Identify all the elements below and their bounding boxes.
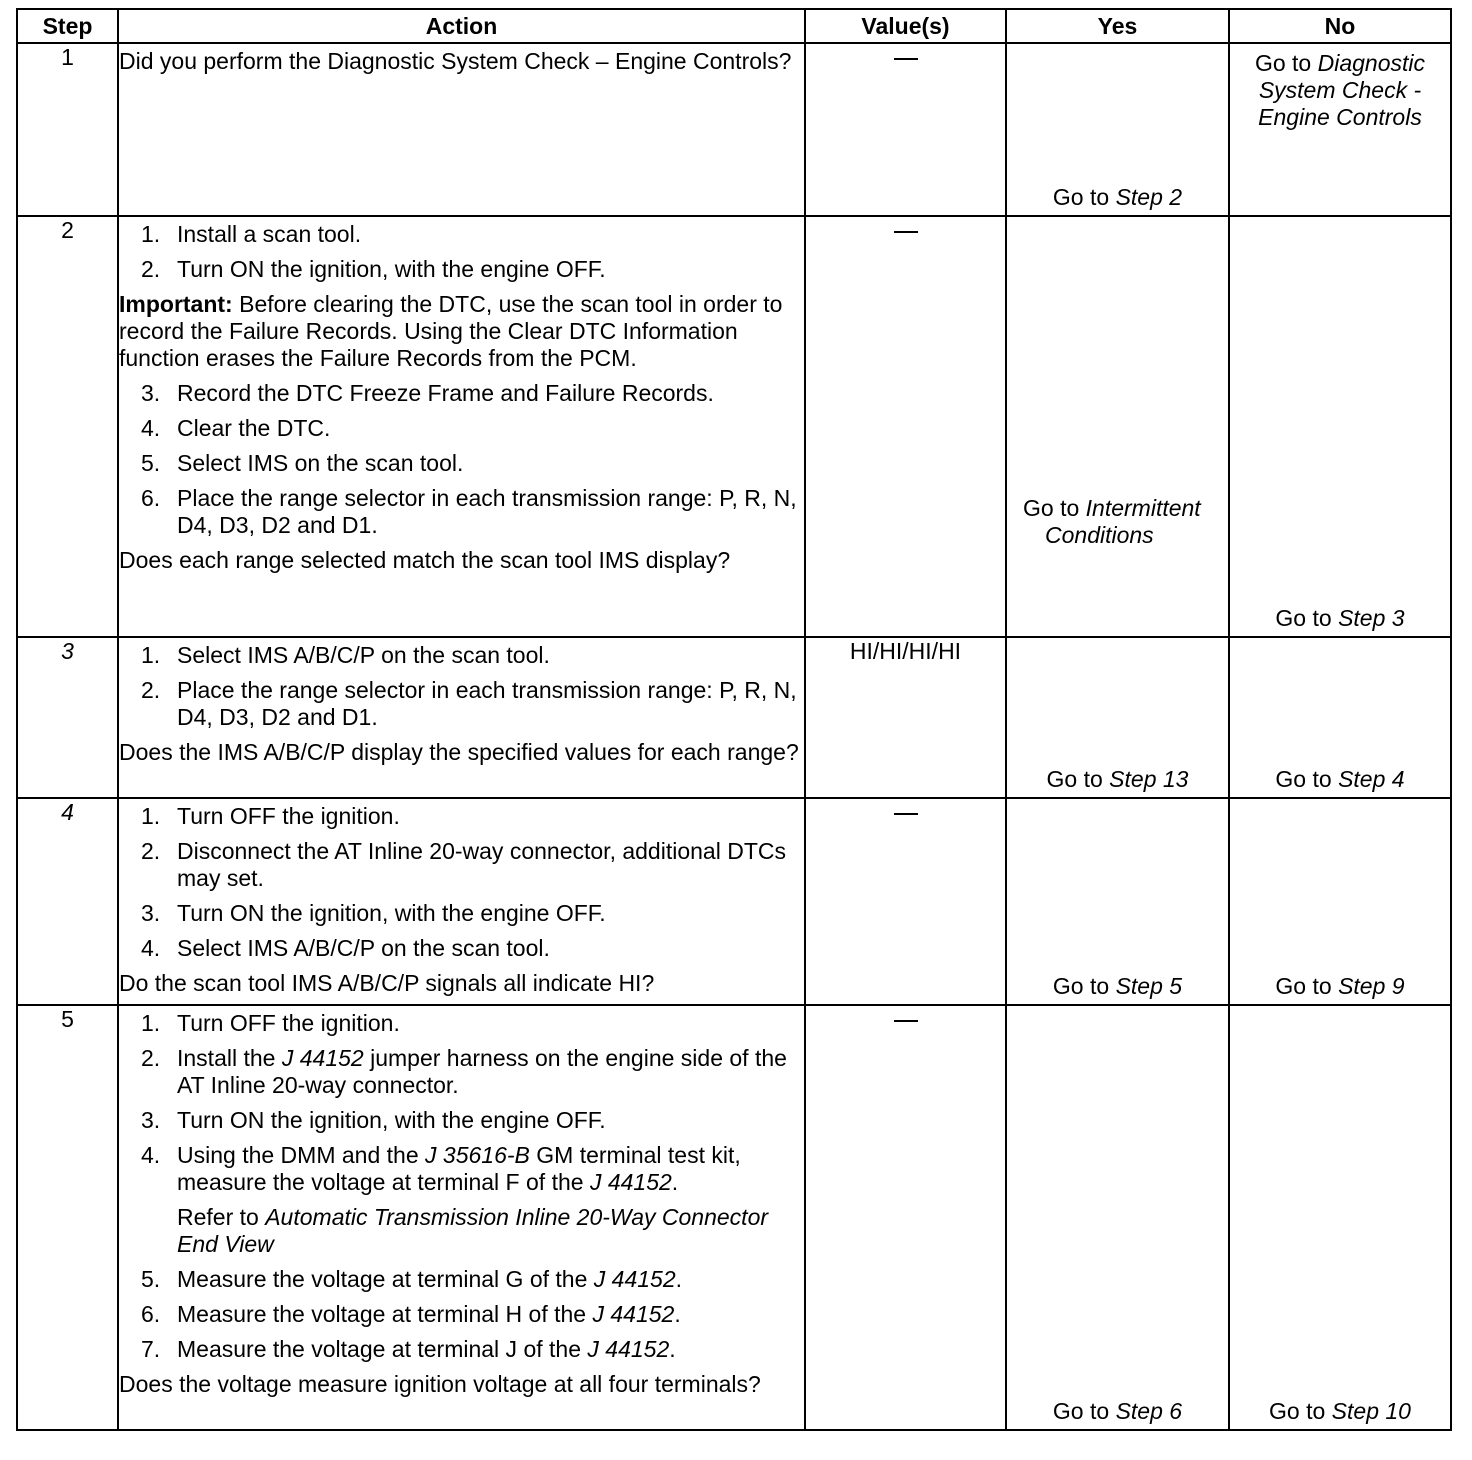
step-number: 4 (17, 798, 118, 1005)
value-text: HI/HI/HI/HI (849, 638, 962, 664)
tool-reference: J 44152 (593, 1266, 676, 1292)
go-to-label: Go to (1269, 1398, 1332, 1424)
no-cell (1229, 798, 1451, 1005)
value-cell (805, 637, 1006, 798)
step-number: 5 (17, 1005, 118, 1430)
table-row (17, 637, 1451, 798)
step-link[interactable]: Step 5 (1115, 973, 1183, 999)
action-cell (118, 43, 805, 216)
list-item: 4. Clear the DTC. (141, 415, 331, 441)
go-to-label: Go to (1023, 495, 1086, 521)
no-action[interactable] (1230, 1398, 1450, 1425)
question-text: Does the voltage measure ignition voltage at all four terminals? (119, 1371, 761, 1397)
go-to-label: Go to (1052, 1398, 1116, 1424)
header-row (17, 9, 1451, 43)
step-number: 1 (17, 43, 118, 216)
header-no: No (1229, 9, 1451, 43)
action-cell (118, 216, 805, 637)
instruction-list (119, 380, 804, 539)
table-row (17, 1005, 1451, 1430)
procedure-link[interactable]: Diagnostic (1317, 50, 1426, 76)
procedure-link[interactable]: Intermittent (1085, 495, 1201, 521)
step-number: 3 (17, 637, 118, 798)
list-item: 1. Turn OFF the ignition. (141, 1010, 400, 1036)
empty-value-dash (894, 1020, 918, 1022)
value-cell (805, 1005, 1006, 1430)
no-action[interactable] (1230, 766, 1450, 793)
step-link[interactable]: Step 6 (1115, 1398, 1183, 1424)
yes-cell (1006, 798, 1229, 1005)
procedure-link[interactable]: Engine Controls (1258, 104, 1422, 130)
list-item: 3. Turn ON the ignition, with the engine OFF. (141, 900, 606, 926)
instruction-list (119, 803, 804, 962)
yes-action[interactable] (1007, 766, 1228, 793)
empty-value-dash (894, 813, 918, 815)
question-text: Did you perform the Diagnostic System Check – Engine Controls? (119, 48, 792, 74)
go-to-label: Go to (1275, 973, 1339, 999)
list-item: 6. Place the range selector in each transmission range: P, R, N, D4, D3, D2 and D1. (141, 485, 797, 538)
go-to-label: Go to (1052, 973, 1116, 999)
no-cell (1229, 43, 1451, 216)
list-item: 3. Record the DTC Freeze Frame and Failure Records. (141, 380, 714, 406)
procedure-link[interactable]: Automatic Transmission Inline 20-Way Connector End View (177, 1204, 769, 1257)
table-row (17, 216, 1451, 637)
tool-reference: J 35616-B (425, 1142, 530, 1168)
list-item: 1. Select IMS A/B/C/P on the scan tool. (141, 642, 550, 668)
question-text: Do the scan tool IMS A/B/C/P signals all indicate HI? (119, 970, 655, 996)
yes-cell (1006, 1005, 1229, 1430)
procedure-link[interactable]: System Check - (1258, 77, 1422, 103)
instruction-list (119, 1010, 804, 1196)
refer-note: Refer to Automatic Transmission Inline 20-Way Connector End View (177, 1204, 769, 1257)
list-item: 5. Select IMS on the scan tool. (141, 450, 464, 476)
empty-value-dash (894, 231, 918, 233)
list-item: 7. Measure the voltage at terminal J of the J 44152. (141, 1336, 676, 1362)
header-action: Action (118, 9, 805, 43)
instruction-list (119, 642, 804, 731)
action-cell (118, 637, 805, 798)
yes-action[interactable] (1007, 184, 1228, 211)
go-to-label: Go to (1046, 766, 1110, 792)
instruction-list (119, 221, 804, 283)
procedure-link[interactable]: Conditions (1045, 522, 1154, 548)
step-link[interactable]: Step 10 (1331, 1398, 1411, 1424)
yes-cell (1006, 637, 1229, 798)
header-values: Value(s) (805, 9, 1006, 43)
step-number: 2 (17, 216, 118, 637)
go-to-label: Go to (1052, 184, 1116, 210)
instruction-list (119, 1266, 804, 1363)
list-item: 4. Using the DMM and the J 35616-B GM terminal test kit, measure the voltage at terminal F of the J 44152. (141, 1142, 741, 1195)
step-link[interactable]: Step 4 (1338, 766, 1405, 792)
action-cell (118, 798, 805, 1005)
tool-reference: J 44152 (281, 1045, 364, 1071)
yes-action[interactable] (1023, 495, 1224, 549)
no-cell (1229, 637, 1451, 798)
list-item: 2. Install the J 44152 jumper harness on the engine side of the AT Inline 20-way connector. (141, 1045, 787, 1098)
value-cell (805, 216, 1006, 637)
go-to-label: Go to (1275, 766, 1339, 792)
tool-reference: J 44152 (589, 1169, 672, 1195)
tool-reference: J 44152 (587, 1336, 670, 1362)
list-item: 2. Place the range selector in each transmission range: P, R, N, D4, D3, D2 and D1. (141, 677, 797, 730)
diagnostic-table (16, 8, 1452, 1431)
step-link[interactable]: Step 13 (1109, 766, 1189, 792)
no-cell (1229, 216, 1451, 637)
action-cell (118, 1005, 805, 1430)
no-action[interactable] (1230, 973, 1450, 1000)
question-text: Does the IMS A/B/C/P display the specified values for each range? (119, 739, 799, 765)
tool-reference: J 44152 (592, 1301, 675, 1327)
no-action[interactable] (1230, 605, 1450, 632)
header-step: Step (17, 9, 118, 43)
table-row (17, 798, 1451, 1005)
list-item: 1. Turn OFF the ignition. (141, 803, 400, 829)
value-cell (805, 43, 1006, 216)
important-note: Important: Before clearing the DTC, use the scan tool in order to record the Failure Records. Using the Clear DTC Information function erases the Failure Records from the PCM. (119, 291, 783, 371)
step-link[interactable]: Step 3 (1338, 605, 1405, 631)
step-link[interactable]: Step 2 (1115, 184, 1183, 210)
list-item: 2. Turn ON the ignition, with the engine OFF. (141, 256, 606, 282)
yes-action[interactable] (1007, 1398, 1228, 1425)
list-item: 5. Measure the voltage at terminal G of the J 44152. (141, 1266, 683, 1292)
list-item: 3. Turn ON the ignition, with the engine OFF. (141, 1107, 606, 1133)
list-item: 1. Install a scan tool. (141, 221, 362, 247)
yes-cell (1006, 216, 1229, 637)
value-cell (805, 798, 1006, 1005)
empty-value-dash (894, 58, 918, 60)
list-item: 4. Select IMS A/B/C/P on the scan tool. (141, 935, 550, 961)
step-link[interactable]: Step 9 (1338, 973, 1405, 999)
table-row (17, 43, 1451, 216)
list-item: 2. Disconnect the AT Inline 20-way connector, additional DTCs may set. (141, 838, 786, 891)
no-action[interactable] (1230, 44, 1450, 131)
yes-action[interactable] (1007, 973, 1228, 1000)
list-item: 6. Measure the voltage at terminal H of the J 44152. (141, 1301, 681, 1327)
yes-cell (1006, 43, 1229, 216)
go-to-label: Go to (1275, 605, 1339, 631)
no-cell (1229, 1005, 1451, 1430)
question-text: Does each range selected match the scan tool IMS display? (119, 547, 731, 573)
go-to-label: Go to (1254, 50, 1318, 76)
header-yes: Yes (1006, 9, 1229, 43)
